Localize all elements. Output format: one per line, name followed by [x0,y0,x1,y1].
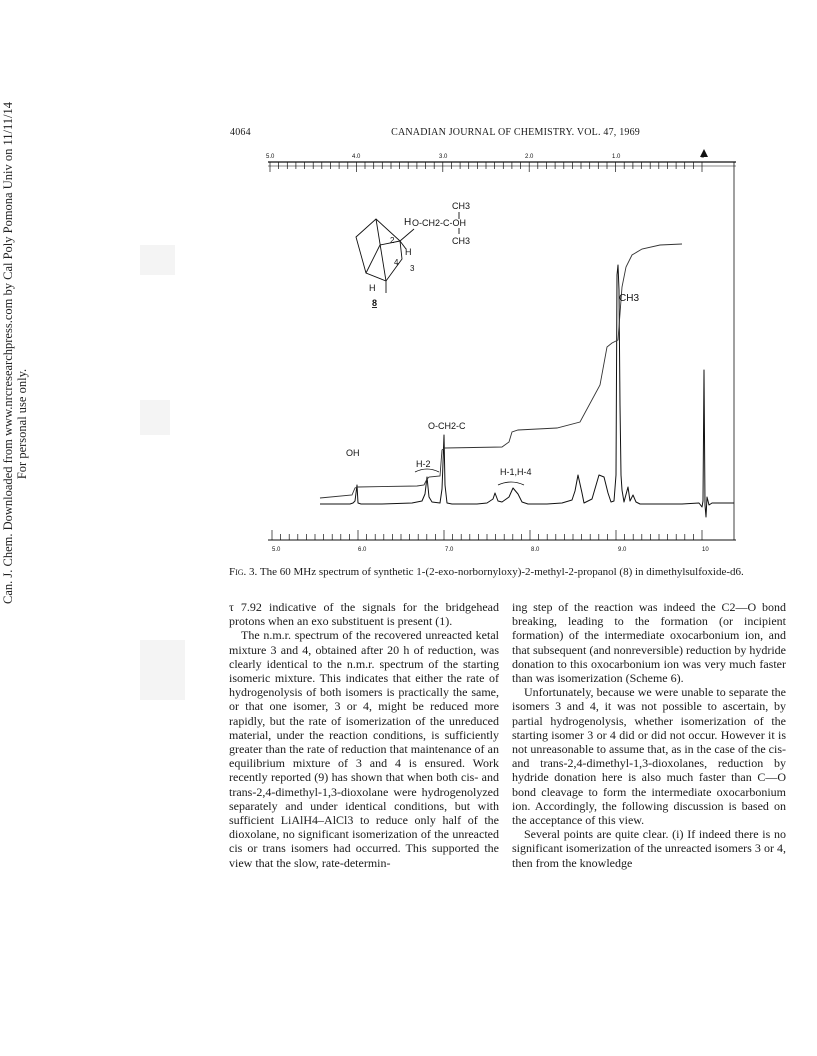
reference-marker [700,149,708,157]
figure-caption-text: The 60 MHz spectrum of synthetic 1-(2-exo-norbornyloxy)-2-methyl-2-propanol (8) in dimethylsulfoxide-d6. [259,566,744,578]
peak-label-och2c: O-CH2-C [428,421,466,431]
top-scale-label: 1.0 [612,154,621,160]
scan-shadow [140,400,170,435]
top-scale [266,149,736,172]
structure-num-3: 3 [410,264,415,273]
structure-num-2: 2 [390,236,395,245]
bracket-h1h4 [498,482,524,485]
top-scale-label: 5.0 [266,154,275,160]
figure-caption [229,566,791,579]
page-number: 4064 [230,127,251,138]
text-column-right [512,600,786,870]
scan-shadow [140,640,185,700]
bottom-scale-label: 5.0 [272,547,281,553]
top-scale-label: 2.0 [525,154,534,160]
peak-label-h2: H-2 [416,459,431,469]
top-scale-label: 3.0 [439,154,448,160]
journal-title: CANADIAN JOURNAL OF CHEMISTRY. VOL. 47, 1969 [391,127,640,138]
paragraph: ing step of the reaction was indeed the C2—O bond breaking, leading to the formation (or incipient formation) of the intermediate oxocarbonium ion, and that subsequent (and nonreversible) reduction by hydride donation to this oxocarbonium ion was very much faster than was isomerization (Scheme 6). [512,600,786,686]
structure-ch3-top: CH3 [452,201,471,211]
top-scale-label: 4.0 [352,154,361,160]
chemical-structure-8 [356,201,470,308]
nmr-baseline-trace [320,265,734,517]
compound-number: 8 [372,298,378,308]
bottom-scale-label: 8.0 [531,547,540,553]
bottom-scale-label: 6.0 [358,547,367,553]
structure-ch3-bottom: CH3 [452,236,471,246]
running-header [230,127,640,141]
structure-h-c2: H [405,247,412,257]
paragraph: τ 7.92 indicative of the signals for the bridgehead protons when an exo substituent is present (1). [229,600,499,629]
structure-num-4: 4 [394,258,399,267]
peak-label-ch3: CH3 [619,293,640,304]
paragraph: Unfortunately, because we were unable to separate the isomers 3 and 4, it was not possible to ascertain, by partial hydrogenolysis, whether isomerization of the starting isomer 3 or 4 did or did not occur. However it is not unreasonable to assume that, as in the case of the cis- and trans-2,4-dimethyl-1,3-dioxolanes, reduction by hydride donation here is also much faster than C—O bond cleavage to form the intermediate oxocarbonium ion. Accordingly, the following discussion is based on the acceptance of this view. [512,685,786,828]
download-notice [1,101,29,604]
paragraph: Several points are quite clear. (i) If indeed there is no significant isomerization of the unreacted isomers 3 or 4, then from the knowledge [512,827,786,870]
bracket-h2 [415,469,439,472]
bottom-scale-label: 9.0 [618,547,627,553]
peak-label-oh: OH [346,448,360,458]
scan-shadow [140,245,175,275]
peak-label-h1h4: H-1,H-4 [500,467,532,477]
structure-side-chain: O-CH2-C-OH [412,218,466,228]
text-column-left [229,600,499,870]
bottom-scale-label: 7.0 [445,547,454,553]
norbornane-ring [356,219,402,281]
bottom-scale [268,530,736,553]
bottom-scale-label: 10 [702,547,709,553]
structure-h-bridge: H [404,217,412,228]
paragraph: The n.m.r. spectrum of the recovered unreacted ketal mixture 3 and 4, obtained after 20 h of reduction, was clearly identical to the n.m.r. spectrum of the starting isomeric mixture. This indicates that either the rate of hydrogenolysis of both isomers is practically the same, or that one isomer, 3 or 4, might be reduced more rapidly, but the rate of isomerization of the unreduced material, under the reaction conditions, is sufficiently greater than the rate of reduction that maintenance of an equilibrium mixture of 3 and 4 is ensured. Work recently reported (9) has shown that when both cis- and trans-2,4-dimethyl-1,3-dioxolane were hydrogenolyzed separately and under identical conditions, but with sufficient LiAlH4–AlCl3 to reduce only half of the dioxolane, no significant isomerization of the unreacted cis or trans isomers had occurred. This supported the view that the slow, rate-determin- [229,628,499,870]
nmr-spectrum-figure [262,145,740,557]
structure-h-c4: H [369,283,376,293]
figure-caption-prefix: Fig. 3. [229,566,258,578]
download-notice-line1: Can. J. Chem. Downloaded from www.nrcresearchpress.com by Cal Poly Pomona Univ on 11/11/14 [1,101,15,604]
download-notice-line2: For personal use only. [15,368,29,480]
